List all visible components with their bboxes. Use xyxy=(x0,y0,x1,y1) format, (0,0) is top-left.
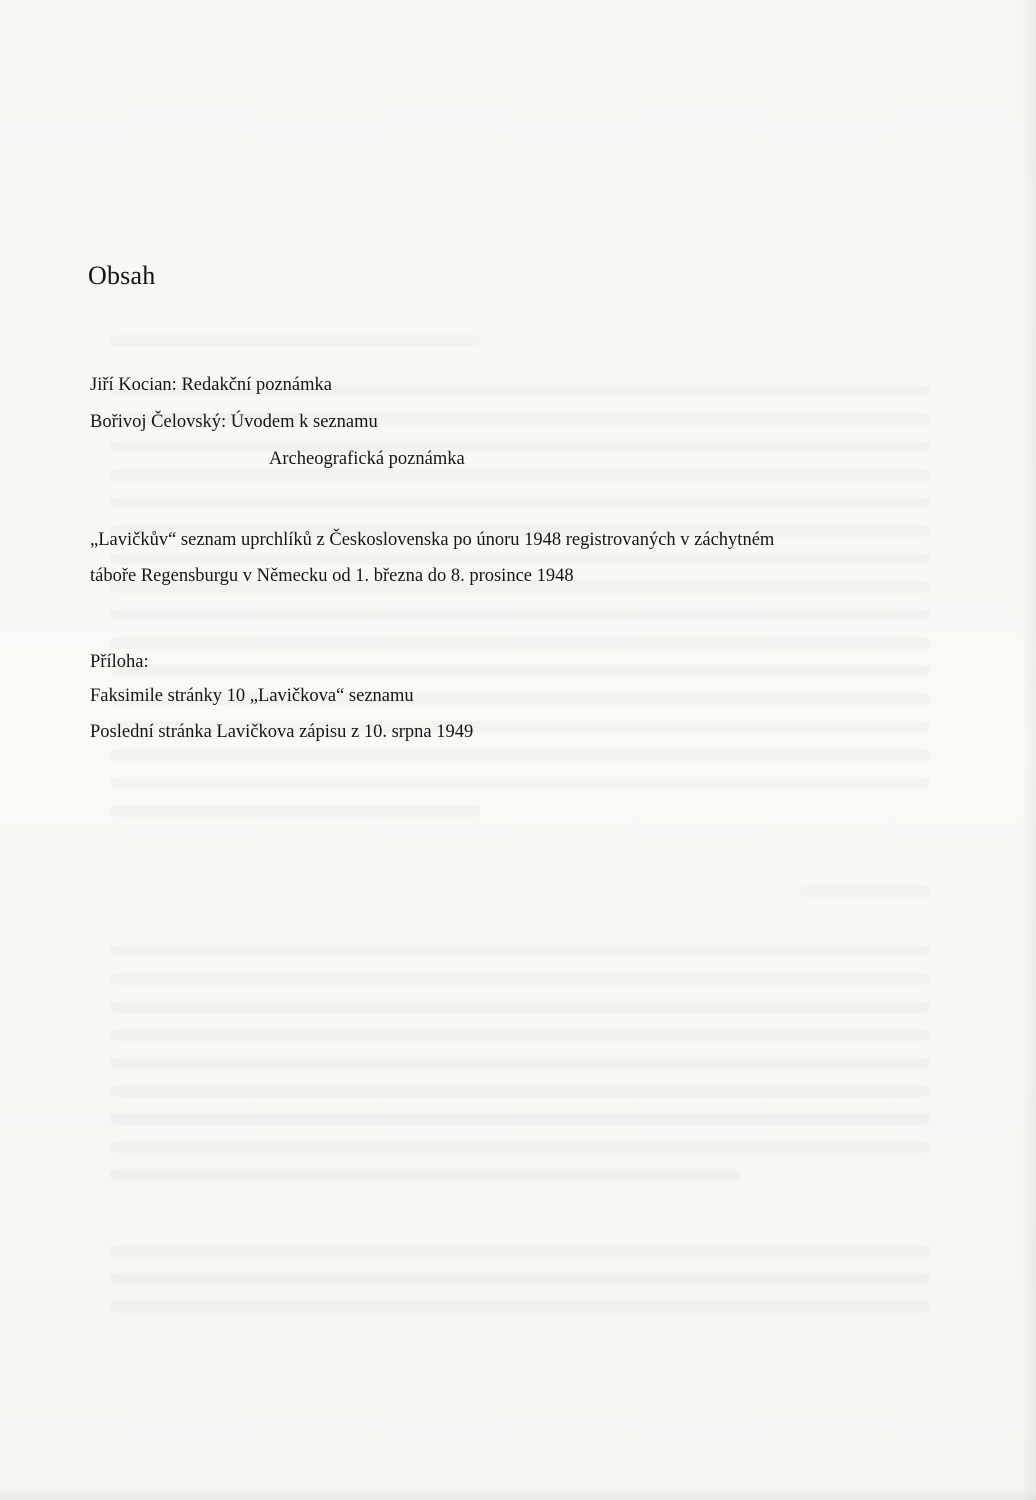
appendix-item-facsimile: Faksimile stránky 10 „Lavičkova“ seznamu xyxy=(90,686,414,706)
toc-entry-introduction: Bořivoj Čelovský: Úvodem k seznamu xyxy=(90,412,378,432)
page-title: Obsah xyxy=(88,261,156,290)
appendix-label: Příloha: xyxy=(90,652,149,672)
toc-entry-refugee-list-line1: „Lavičkův“ seznam uprchlíků z Československa po únoru 1948 registrovaných v záchytném xyxy=(90,530,775,550)
toc-entry-archeographic-note: Archeografická poznámka xyxy=(269,449,465,469)
appendix-item-last-page: Poslední stránka Lavičkova zápisu z 10. srpna 1949 xyxy=(90,722,474,742)
page-edge-shadow-bottom xyxy=(0,1490,1036,1500)
page-edge-shadow xyxy=(1022,0,1036,1500)
toc-entry-editorial-note: Jiří Kocian: Redakční poznámka xyxy=(90,375,332,395)
toc-entry-refugee-list-line2: táboře Regensburgu v Německu od 1. března do 8. prosince 1948 xyxy=(90,566,574,586)
